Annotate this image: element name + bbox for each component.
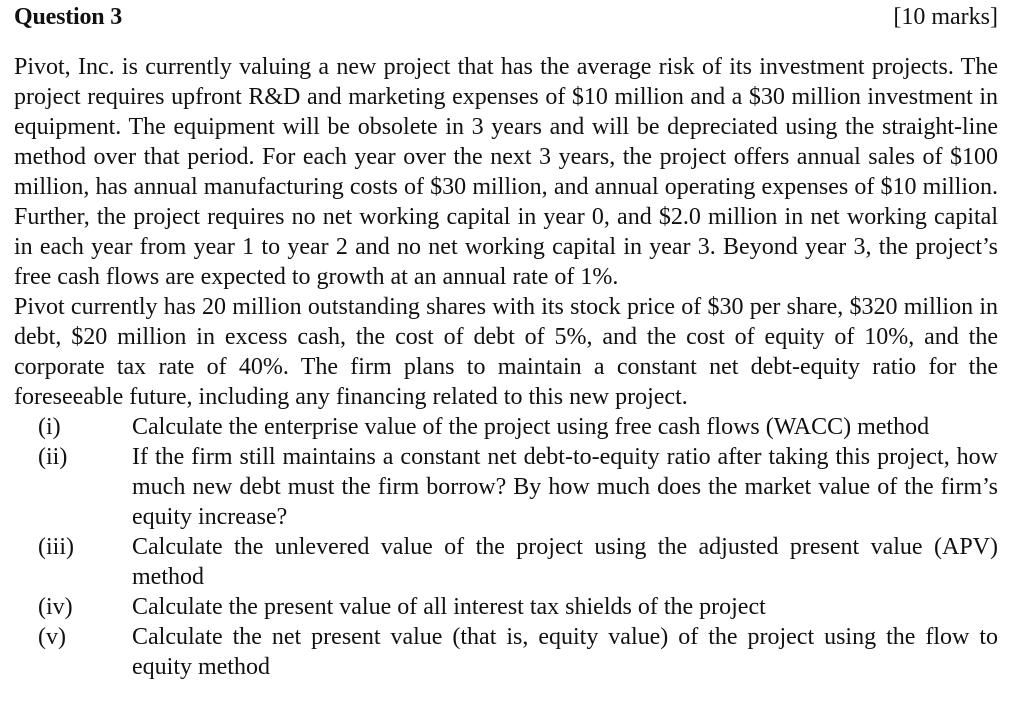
sub-question-item: [14, 622, 998, 682]
sub-question-text: If the firm still maintains a constant net debt-to-equity ratio after taking this project, how much new debt must the firm borrow? By how much does the market value of the firm’s equity increase?: [132, 444, 998, 530]
sub-question-item: [14, 532, 998, 592]
sub-question-number: (iii): [38, 534, 74, 560]
sub-question-text: Calculate the enterprise value of the project using free cash flows (WACC) method: [132, 414, 930, 440]
sub-question-text: Calculate the unlevered value of the project using the adjusted present value (APV) method: [132, 534, 998, 590]
question-header: [14, 4, 998, 42]
sub-question-item: [14, 592, 998, 622]
sub-question-list: [14, 412, 998, 682]
paragraph-firm-description: Pivot currently has 20 million outstanding shares with its stock price of $30 per share, $320 million in debt, $20 million in excess cash, the cost of debt of 5%, and the cost of equity of 10%, and the corporate tax rate of 40%. The firm plans to maintain a constant net debt-equity ratio for the foreseeable future, including any financing related to this new project.: [14, 294, 998, 410]
sub-question-text: Calculate the present value of all interest tax shields of the project: [132, 594, 766, 620]
question-marks: [10 marks]: [893, 4, 998, 30]
sub-question-number: (iv): [38, 594, 73, 620]
sub-question-item: [14, 442, 998, 532]
sub-question-number: (i): [38, 414, 61, 440]
question-title: Question 3: [14, 4, 123, 30]
sub-question-number: (v): [38, 624, 66, 650]
question-page: [14, 4, 998, 682]
sub-question-text: Calculate the net present value (that is, equity value) of the project using the flow to equity method: [132, 624, 998, 680]
sub-question-item: [14, 412, 998, 442]
sub-question-number: (ii): [38, 444, 68, 470]
question-body: [14, 52, 998, 682]
paragraph-project-description: Pivot, Inc. is currently valuing a new project that has the average risk of its investment projects. The project requires upfront R&D and marketing expenses of $10 million and a $30 million investment in equipment. The equipment will be obsolete in 3 years and will be depreciated using the straight-line method over that period. For each year over the next 3 years, the project offers annual sales of $100 million, has annual manufacturing costs of $30 million, and annual operating expenses of $10 million. Further, the project requires no net working capital in year 0, and $2.0 million in net working capital in each year from year 1 to year 2 and no net working capital in year 3. Beyond year 3, the project’s free cash flows are expected to growth at an annual rate of 1%.: [14, 54, 998, 290]
